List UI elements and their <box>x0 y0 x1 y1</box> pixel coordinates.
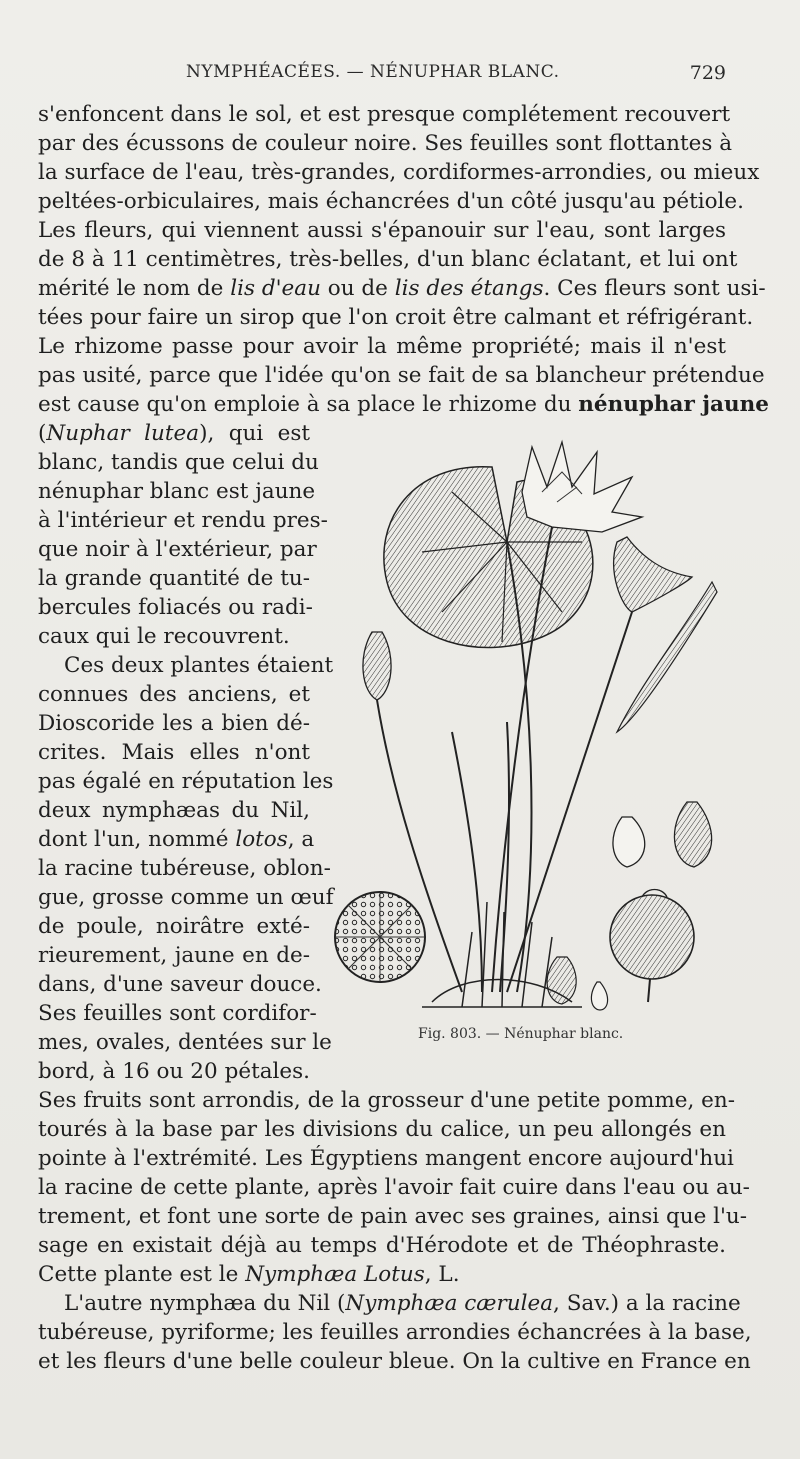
text-line: Ces deux plantes étaient <box>64 653 334 678</box>
text-line: la racine tubéreuse, oblon- <box>38 856 331 881</box>
italic-term: lotos <box>235 827 288 852</box>
flower-bud-left <box>363 632 391 700</box>
text-run: dont l'un, nommé <box>38 827 236 852</box>
text-run: ( <box>38 421 47 446</box>
text-line: nénuphar blanc est jaune <box>38 479 316 504</box>
open-flower <box>522 442 642 532</box>
text-line <box>38 390 769 419</box>
text-line: bercules foliacés ou radi- <box>38 595 313 620</box>
bold-term: nénuphar jaune <box>578 392 769 417</box>
text-line: deux nymphæas du Nil, <box>38 798 310 823</box>
text-run: , a <box>287 827 315 852</box>
text-line: la grande quantité de tu- <box>38 566 310 591</box>
text-line: de 8 à 11 centimètres, très-belles, d'un blanc éclatant, et lui ont <box>38 247 738 272</box>
text-line: crites. Mais elles n'ont <box>38 740 310 765</box>
whole-fruit <box>610 890 694 1003</box>
text-line: la surface de l'eau, très-grandes, cordiformes-arrondies, ou mieux <box>38 160 760 185</box>
text-line: Dioscoride les a bien dé- <box>38 711 310 736</box>
text-line: Ses fruits sont arrondis, de la grosseur d'une petite pomme, en- <box>38 1088 736 1113</box>
text-line: la racine de cette plante, après l'avoir fait cuire dans l'eau ou au- <box>38 1175 750 1200</box>
text-line: de poule, noirâtre exté- <box>38 914 310 939</box>
running-title: NYMPHÉACÉES. — NÉNUPHAR BLANC. <box>186 62 560 82</box>
text-run: mérité le nom de <box>38 276 231 301</box>
text-line: bord, à 16 ou 20 pétales. <box>38 1059 310 1084</box>
text-line: pas égalé en réputation les <box>38 769 334 794</box>
text-line: blanc, tandis que celui du <box>38 450 319 475</box>
text-run: ou de <box>320 276 395 301</box>
text-run: . Ces fleurs sont usi- <box>543 276 766 301</box>
italic-term: Nymphæa cærulea <box>345 1291 554 1316</box>
text-line <box>38 274 766 303</box>
text-run: , L. <box>424 1262 460 1287</box>
text-line: que noir à l'extérieur, par <box>38 537 317 562</box>
text-line: mes, ovales, dentées sur le <box>38 1030 332 1055</box>
text-line: par des écussons de couleur noire. Ses feuilles sont flottantes à <box>38 131 733 156</box>
water-lily-engraving <box>332 432 732 1022</box>
italic-term: Nuphar lutea <box>46 421 200 446</box>
text-line <box>38 825 315 854</box>
text-run: est cause qu'on emploie à sa place le rhizome du <box>38 392 579 417</box>
text-line: Les fleurs, qui viennent aussi s'épanouir sur l'eau, sont larges <box>38 218 726 243</box>
italic-term: lis des étangs <box>394 276 544 301</box>
text-run: L'autre nymphæa du Nil ( <box>64 1291 346 1316</box>
text-line: caux qui le recouvrent. <box>38 624 290 649</box>
text-line: tourés à la base par les divisions du calice, un peu allongés en <box>38 1117 726 1142</box>
text-line: et les fleurs d'une belle couleur bleue. On la cultive en France en <box>38 1349 751 1374</box>
text-line: sage en existait déjà au temps d'Hérodote et de Théophraste. <box>38 1233 726 1258</box>
text-line: connues des anciens, et <box>38 682 310 707</box>
text-line: Le rhizome passe pour avoir la même propriété; mais il n'est <box>38 334 726 359</box>
text-line: tubéreuse, pyriforme; les feuilles arrondies échancrées à la base, <box>38 1320 752 1345</box>
text-line: pas usité, parce que l'idée qu'on se fait de sa blancheur prétendue <box>38 363 765 388</box>
text-line: pointe à l'extrémité. Les Égyptiens mangent encore aujourd'hui <box>38 1146 734 1171</box>
text-line <box>38 1289 741 1318</box>
text-line: rieurement, jaune en de- <box>38 943 310 968</box>
text-run: , Sav.) a la racine <box>553 1291 741 1316</box>
text-run: Cette plante est le <box>38 1262 246 1287</box>
italic-term: Nymphæa Lotus <box>245 1262 425 1287</box>
text-line: à l'intérieur et rendu pres- <box>38 508 328 533</box>
running-header <box>0 62 800 90</box>
text-run: ), qui est <box>199 421 310 446</box>
text-line <box>38 1260 726 1289</box>
text-line: trement, et font une sorte de pain avec ses graines, ainsi que l'u- <box>38 1204 748 1229</box>
text-line: Ses feuilles sont cordifor- <box>38 1001 317 1026</box>
text-line: peltées-orbiculaires, mais échancrées d'un côté jusqu'au pétiole. <box>38 189 744 214</box>
text-line: tées pour faire un sirop que l'on croit être calmant et réfrigérant. <box>38 305 754 330</box>
flower-bud-right <box>614 537 692 612</box>
text-line <box>38 419 310 448</box>
page-number: 729 <box>689 62 726 84</box>
text-line: gue, grosse comme un œuf <box>38 885 334 910</box>
fruit-cross-section <box>335 892 425 982</box>
italic-term: lis d'eau <box>230 276 321 301</box>
text-line: s'enfoncent dans le sol, et est presque complétement recouvert <box>38 102 731 127</box>
text-line: dans, d'une saveur douce. <box>38 972 322 997</box>
figure-caption: Fig. 803. — Nénuphar blanc. <box>418 1026 624 1042</box>
